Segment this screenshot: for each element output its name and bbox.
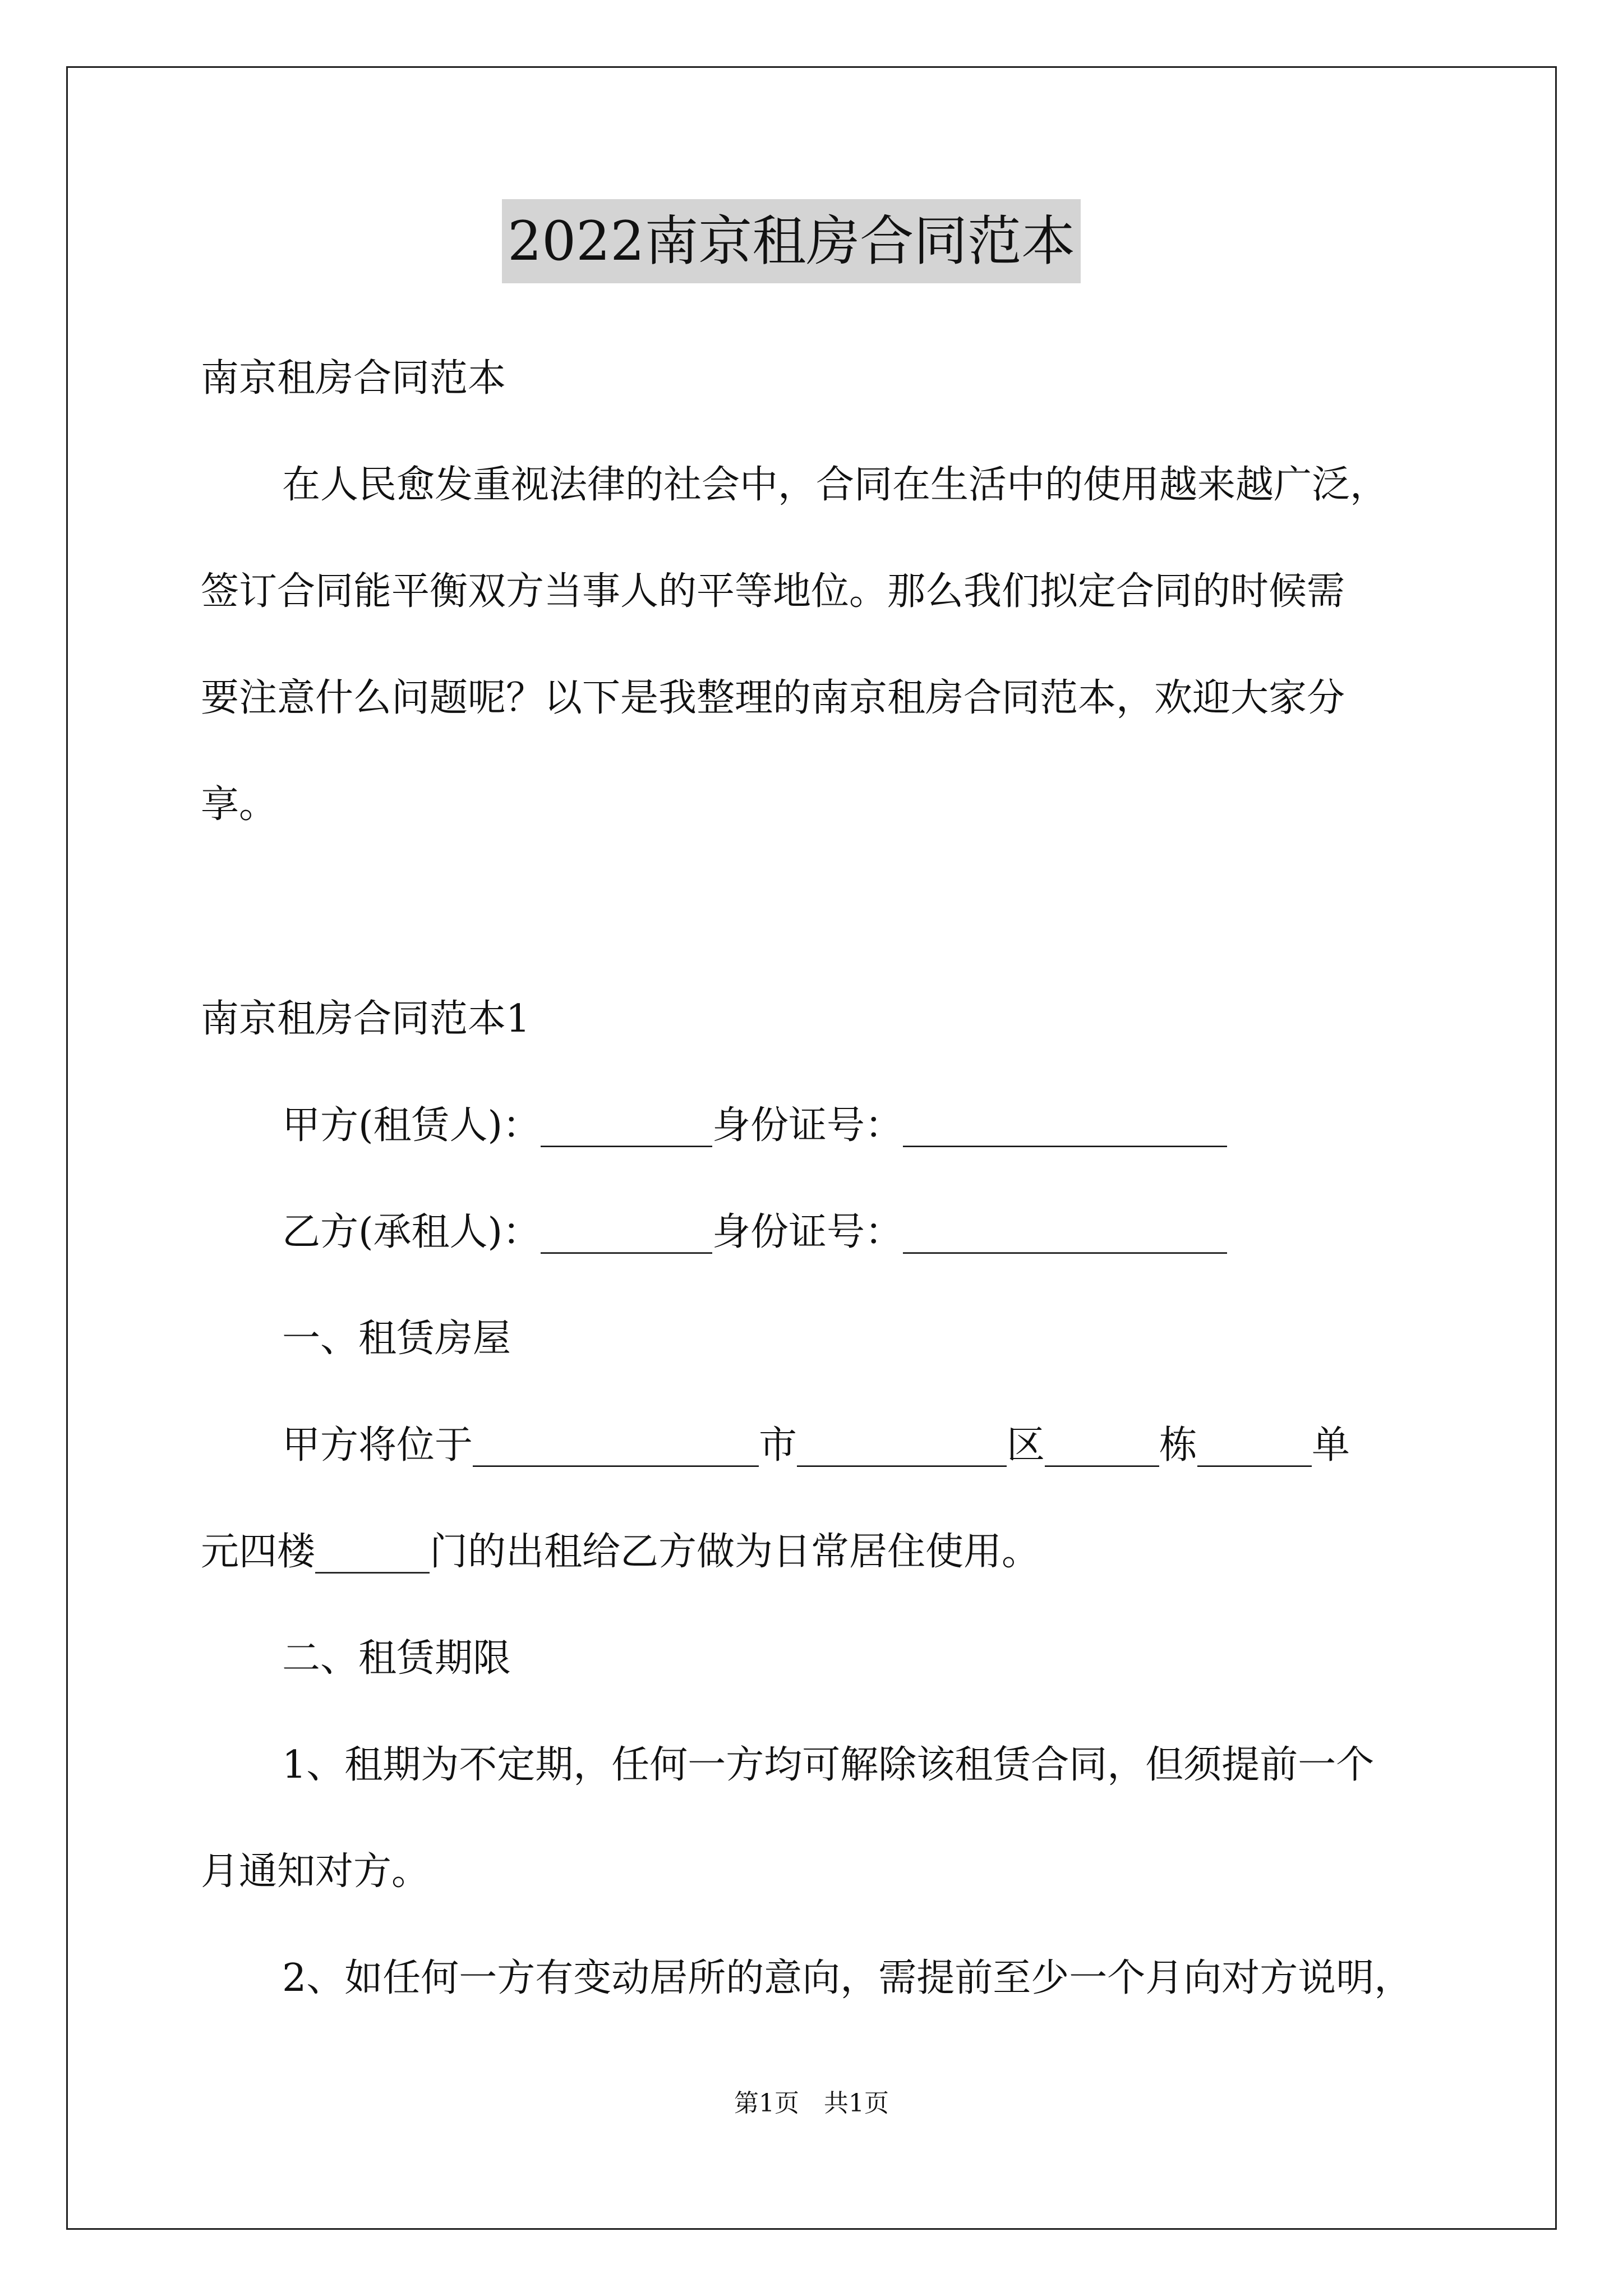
clause-line: 月通知对方。 bbox=[201, 1849, 430, 1894]
clause-line: 元四楼______门的出租给乙方做为日常居住使用。 bbox=[201, 1530, 1040, 1574]
section-heading: 南京租房合同范本1 bbox=[201, 997, 531, 1041]
clause-line: 甲方将位于_______________市___________区______栋______单 bbox=[282, 1423, 1350, 1467]
paragraph-line: 享。 bbox=[201, 783, 278, 827]
subtitle: 南京租房合同范本 bbox=[201, 356, 506, 401]
party-a-line: 甲方(租赁人)：_________身份证号：_________________ bbox=[282, 1103, 1228, 1148]
clause-line: 2、如任何一方有变动居所的意向，需提前至少一个月向对方说明， bbox=[282, 1956, 1413, 2000]
paragraph-line: 在人民愈发重视法律的社会中，合同在生活中的使用越来越广泛， bbox=[282, 463, 1389, 507]
clause-line: 1、租期为不定期，任何一方均可解除该租赁合同，但须提前一个 bbox=[282, 1743, 1375, 1787]
page-footer: 第1页 共1页 bbox=[734, 2089, 889, 2118]
paragraph-line: 签订合同能平衡双方当事人的平等地位。那么我们拟定合同的时候需 bbox=[201, 569, 1345, 614]
party-b-line: 乙方(承租人)：_________身份证号：_________________ bbox=[282, 1210, 1228, 1254]
clause-heading: 二、租赁期限 bbox=[282, 1636, 511, 1681]
paragraph-line: 要注意什么问题呢？以下是我整理的南京租房合同范本，欢迎大家分 bbox=[201, 676, 1345, 720]
clause-heading: 一、租赁房屋 bbox=[282, 1317, 511, 1361]
document-title: 2022南京租房合同范本 bbox=[502, 199, 1081, 283]
